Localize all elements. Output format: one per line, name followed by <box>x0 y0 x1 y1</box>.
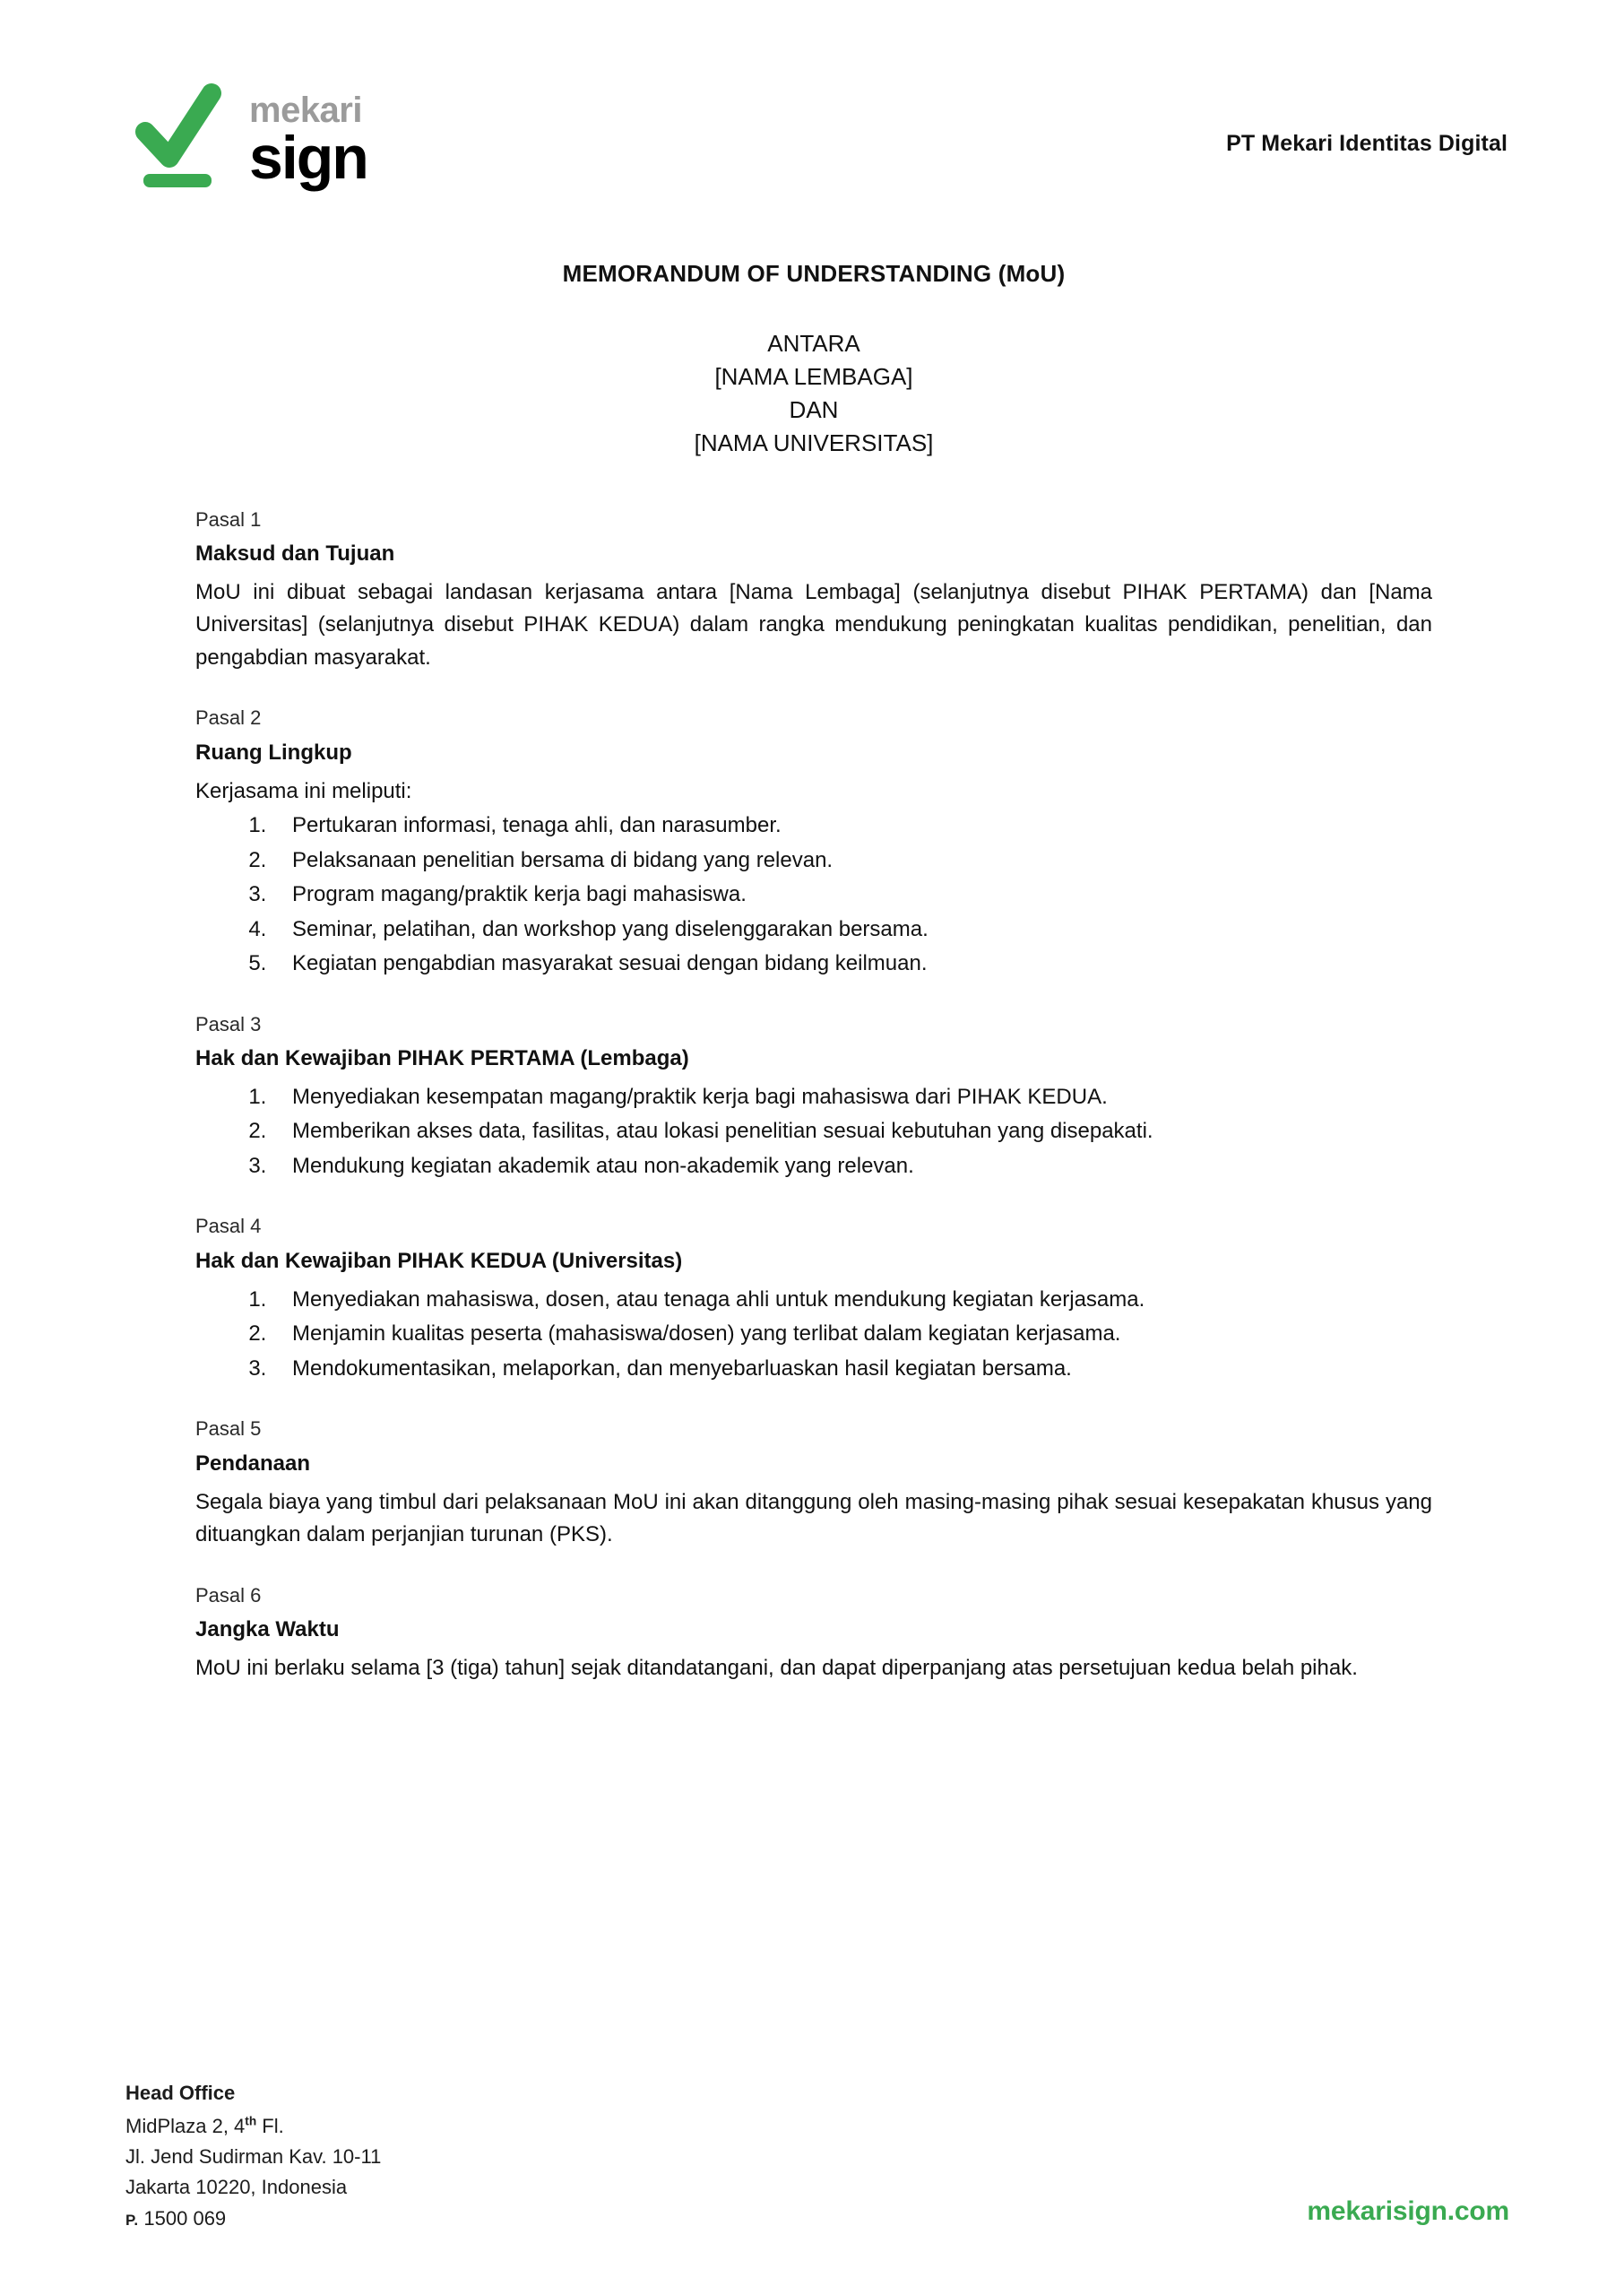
section-pasal-3 <box>195 1011 1432 1183</box>
document-body <box>195 260 1432 1715</box>
pasal-label: Pasal 4 <box>195 1215 262 1238</box>
pasal-item-list <box>195 1081 1432 1182</box>
list-item: 2. Menjamin kualitas peserta (mahasiswa/dosen) yang terlibat dalam kegiatan kerjasama. <box>272 1318 1432 1350</box>
pasal-paragraph: MoU ini berlaku selama [3 (tiga) tahun] sejak ditandatangani, dan dapat diperpanjang atas persetujuan kedua belah pihak. <box>195 1655 1358 1680</box>
address-line-1-post: Fl. <box>262 2114 284 2137</box>
phone-label: P. <box>125 2211 139 2229</box>
document-footer <box>0 2080 1624 2259</box>
logo-word-mekari: mekari <box>249 91 362 131</box>
list-item: 1. Menyediakan mahasiswa, dosen, atau tenaga ahli untuk mendukung kegiatan kerjasama. <box>272 1284 1432 1316</box>
section-pasal-5 <box>195 1416 1432 1551</box>
pasal-heading: Hak dan Kewajiban PIHAK KEDUA (Universitas) <box>195 1249 683 1274</box>
document-header <box>0 70 1624 204</box>
party-line: [NAMA LEMBAGA] <box>714 362 913 390</box>
section-pasal-4 <box>195 1213 1432 1385</box>
list-item: 4. Seminar, pelatihan, dan workshop yang diselenggarakan bersama. <box>272 914 1432 946</box>
parties-block <box>195 327 1432 460</box>
party-line: DAN <box>789 395 839 423</box>
list-item: 3. Program magang/praktik kerja bagi mahasiswa. <box>272 879 1432 911</box>
mekari-sign-logo <box>133 81 367 193</box>
address-line-3: Jakarta 10220, Indonesia <box>125 2176 348 2199</box>
pasal-label: Pasal 3 <box>195 1012 262 1035</box>
pasal-heading: Pendanaan <box>195 1451 311 1477</box>
list-item: 3. Mendukung kegiatan akademik atau non-akademik yang relevan. <box>272 1150 1432 1182</box>
document-title: MEMORANDUM OF UNDERSTANDING (MoU) <box>562 260 1066 287</box>
pasal-paragraph: Segala biaya yang timbul dari pelaksanaan MoU ini akan ditanggung oleh masing-masing pihak sesuai kesepakatan khusus yang dituangkan dalam perjanjian turunan (PKS). <box>195 1489 1432 1547</box>
pasal-intro: Kerjasama ini meliputi: <box>195 778 412 803</box>
pasal-label: Pasal 1 <box>195 507 262 531</box>
party-line: [NAMA UNIVERSITAS] <box>694 429 934 456</box>
pasal-heading: Maksud dan Tujuan <box>195 541 395 567</box>
pasal-item-list <box>195 1284 1432 1385</box>
pasal-item-list <box>195 810 1432 980</box>
list-item: 2. Pelaksanaan penelitian bersama di bidang yang relevan. <box>272 844 1432 877</box>
head-office-label: Head Office <box>125 2082 236 2105</box>
logo-word-sign: sign <box>249 124 367 193</box>
list-item: 3. Mendokumentasikan, melaporkan, dan menyebarluaskan hasil kegiatan bersama. <box>272 1353 1432 1385</box>
address-line-2: Jl. Jend Sudirman Kav. 10-11 <box>125 2145 382 2169</box>
pasal-label: Pasal 2 <box>195 706 262 730</box>
section-pasal-2 <box>195 705 1432 980</box>
pasal-heading: Jangka Waktu <box>195 1617 340 1642</box>
pasal-paragraph: MoU ini dibuat sebagai landasan kerjasama antara [Nama Lembaga] (selanjutnya disebut PIHAK PERTAMA) dan [Nama Universitas] (selanjutnya disebut PIHAK KEDUA) dalam rangka mendukung peningkatan kualitas pendidikan, penelitian, dan pengabdian masyarakat. <box>195 580 1432 670</box>
head-office-address <box>125 2078 381 2234</box>
list-item: 2. Memberikan akses data, fasilitas, atau lokasi penelitian sesuai kebutuhan yang disepakati. <box>272 1115 1432 1148</box>
list-item: 1. Pertukaran informasi, tenaga ahli, dan narasumber. <box>272 810 1432 842</box>
phone-number: 1500 069 <box>143 2206 227 2230</box>
party-line: ANTARA <box>767 330 860 357</box>
address-line-1-pre: MidPlaza 2, 4 <box>125 2114 246 2137</box>
list-item: 1. Menyediakan kesempatan magang/praktik kerja bagi mahasiswa dari PIHAK KEDUA. <box>272 1081 1432 1113</box>
address-line-1-ordinal: th <box>245 2114 257 2128</box>
phone-line <box>125 2204 381 2234</box>
section-pasal-6 <box>195 1582 1432 1685</box>
logo-wordmark <box>249 91 367 193</box>
pasal-heading: Ruang Lingkup <box>195 740 352 766</box>
website-link[interactable]: mekarisign.com <box>1307 2196 1509 2226</box>
company-name: PT Mekari Identitas Digital <box>1226 131 1507 156</box>
address-line-1 <box>125 2111 381 2142</box>
checkmark-logo-icon <box>133 81 229 190</box>
pasal-label: Pasal 5 <box>195 1417 262 1441</box>
pasal-label: Pasal 6 <box>195 1583 262 1606</box>
section-pasal-1 <box>195 507 1432 675</box>
pasal-heading: Hak dan Kewajiban PIHAK PERTAMA (Lembaga) <box>195 1046 689 1071</box>
list-item: 5. Kegiatan pengabdian masyarakat sesuai dengan bidang keilmuan. <box>272 948 1432 980</box>
